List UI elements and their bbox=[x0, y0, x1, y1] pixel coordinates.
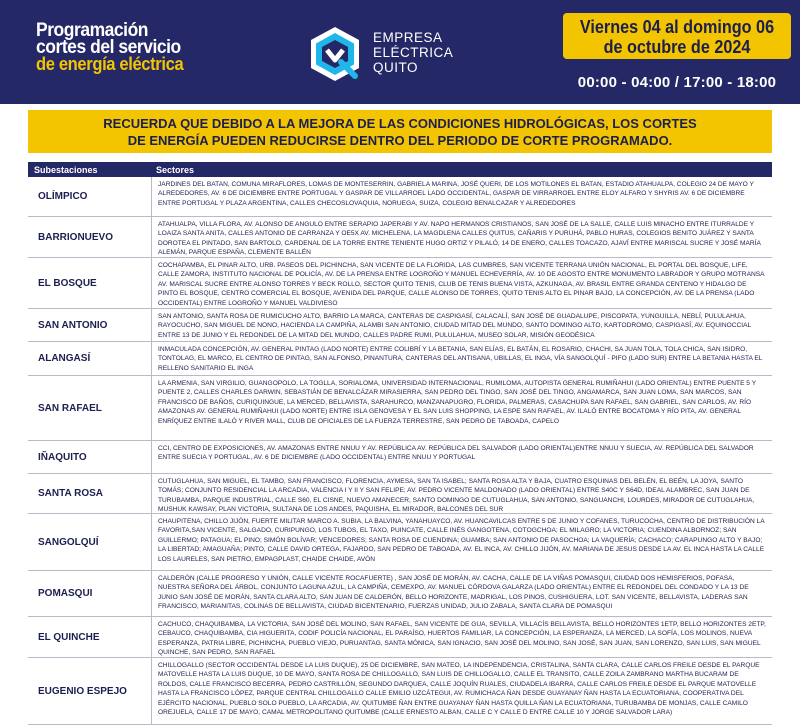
header-title bbox=[36, 22, 196, 73]
date-line-1: Viernes 04 al domingo 06 bbox=[579, 17, 775, 37]
sectors-text: COCHAPAMBA, EL PINAR ALTO, URB. PASEOS DEL PICHINCHA, SAN VICENTE DE LA FLORIDA, LAS CUMBRES, SAN VICENTE TERRANA UNIÓN NACIONAL, EL PORTAL DEL BOSQUE, LIFE, CALLE ZAMORA, INSTITUTO NACIONAL DE POLICÍA, AV. DE LA PRENSA ENTRE LOGROÑO Y MANUEL ECHEVERRÍA, AV. 10 DE AGOSTO ENTRE MONUMENTO LABRADOR Y GRUPO MOTRANSA AV. MARISCAL SUCRE ENTRE ALONSO TORRES Y BECK ROLLO, SECTOR QUITO TENIS, CLUB DE TENIS BUENA VISTA, AZKUNAGA, AV. BRASIL ENTRE GRANDA CENTENO Y HIDALGO DE PINTO EL BOSQUE, CENTRO COMERCIAL EL BOSQUE, AVENIDA DEL PARQUE, CALLE ALONSO DE TORRES, QUITO TENIS ALTO EL PINAR BAJO, LA CONCEPCIÓN, AV. DE LA PRENSA (LADO OCCIDENTAL) ENTRE LOGROÑO Y MANUEL VALDIVIESO bbox=[158, 262, 765, 307]
substation-name: ALANGASÍ bbox=[28, 342, 152, 375]
substation-name: EUGENIO ESPEJO bbox=[28, 658, 152, 724]
table-row bbox=[28, 514, 772, 571]
sectors-text: JARDINES DEL BATAN, COMUNA MIRAFLORES, LOMAS DE MONTESERRIN, GABRIELA MARINA, JOSÉ QUERI, DE LOS MOTILONES EL BATAN, ESTADIO ATAHUALPA, COLEGIO 24 DE MAYO Y ALREDEDORES, AV. 6 DE DICIEMBRE ENTRE PORTUGAL Y GASPAR DE VILLARROEL LADO OCCIDENTAL, GASPAR DE VIRRARROEL ENTRE ELOY ALFARO Y SHYRIS AV. 6 DE DICIEMBRE ENTRE PORTUGAL Y PLAZA ARGENTINA, CALLES CHECOSLOVAQUIA, NORUEGA, SUIZA, COLEGIO BENALCAZAR Y ALREDEDORES bbox=[158, 181, 754, 207]
table-row bbox=[28, 658, 772, 725]
table-row bbox=[28, 441, 772, 474]
table-row bbox=[28, 376, 772, 441]
notice-line-2: DE ENERGÍA PUEDEN REDUCIRSE DENTRO DEL PERIODO DE CORTE PROGRAMADO. bbox=[127, 133, 673, 148]
eeq-logo-icon bbox=[305, 24, 365, 84]
substation-name: OLÍMPICO bbox=[28, 177, 152, 216]
title-line-2: cortes del servicio bbox=[36, 37, 181, 58]
substation-name: SAN ANTONIO bbox=[28, 309, 152, 341]
logo-line-2: ELÉCTRICA bbox=[373, 45, 454, 60]
substation-name: SANTA ROSA bbox=[28, 474, 152, 513]
logo-line-3: QUITO bbox=[373, 60, 419, 75]
title-line-3: de energía eléctrica bbox=[36, 54, 184, 74]
table-row bbox=[28, 474, 772, 514]
outage-table bbox=[28, 162, 772, 725]
table-row bbox=[28, 342, 772, 376]
sectors-text: CALDERÓN (CALLE PROGRESO Y UNIÓN, CALLE VICENTE ROCAFUERTE) , SAN JOSÉ DE MORÁN, AV. CACHA, CALLE DE LA VIÑAS POMASQUI, CIUDAD DOS HEMISFERIOS, POFASA, NUESTRA SEÑORA DEL ÁRBOL, CONJUNTO LAGUNA AZUL, LA CAMPIÑA, CEMEXPO, AV. MANUEL CÓRDOVA GALARZA (LADO ORIENTAL) ENTRE EL REDONDEL DEL CONDADO Y LA 13 DE JUNIO SAN JOSÉ DE MORÁN, SANTA CLARA ALTO, SAN JUAN DE CALDERÓN, BELLO HORIZONTE, MADRIGAL, LOS PINOS, CUSHIGUERA, LOT. SAN VICENTE, BELLAVISTA, LADERAS SAN FRANCISCO, MARIANITAS, COLINAS DE BELLAVISTA, CIUDAD BICENTENARIO, FUERZAS UNIDAD, JULIO ZABALA, SANTA CLARA DE POMASQUI bbox=[158, 575, 749, 611]
sectors-text: CHAUPITENA, CHILLO JIJÓN, FUERTE MILITAR MARCO A. SUBIA, LA BALVINA, YANAHUAYCO, AV. HUANCAVILCAS ENTRE 5 DE JUNIO Y COFANES, TURUCOCHA, CENTRO DE DISTRIBUCIÓN LA FAVORITA,SAN VICENTE, SALGADO, CURIPUNGO, LOS TUBOS, EL TAXO, PUINCATE, CALLE INÉS GANGOTENA, COTOGCHOA; EL MILAGRO; LA VICTORIA; CUENDINA ALBORNOZ; SAN GUILLERMO; PATAGUA; EL PINO; SIMÓN BOLÍVAR; VENCEDORES; SANTA ROSA DE CUENDINA; GUAMBA; SAN ANTONIO DE PASOCHOA; LA VAQUERÍA; CACHACO; CARAPUNGO ALTO Y BAJO; LA LIBERTAD; AMAGUAÑA; PINTO, CALLE DAVID ORTEGA, FAJARDO, SAN PEDRO DE TABOADA, AV. EL INCA, AV. CHILLO JIJÓN, AV. MARIANA DE JESUS DESDE LA AV. EL INCA HASTA LA CALLE LOS LAURELES, SAN PIETRO, EMPAGPLAST, CHAIDE CHAIDE, AVÓN bbox=[158, 518, 765, 563]
substation-name: EL QUINCHE bbox=[28, 617, 152, 657]
title-line-1: Programación bbox=[36, 20, 149, 41]
substation-name: POMASQUI bbox=[28, 571, 152, 616]
substation-name: BARRIONUEVO bbox=[28, 217, 152, 257]
table-row bbox=[28, 258, 772, 309]
substation-name: SAN RAFAEL bbox=[28, 376, 152, 440]
sectors-text: CHILLOGALLO (SECTOR OCCIDENTAL DESDE LA LUIS DUQUE), 25 DE DICIEMBRE, SAN MATEO, LA INDEPENDENCIA, CRISTALINA, SANTA CLARA, CALLE CARLOS FREILE DESDE EL PARQUE MATOVELLE HASTA LA LUIS DUQUE, 10 DE MAYO, SANTA ROSA DE CHILLOGALLO, SAN LUIS DE CHILLOGALLO, CALLE EL TRANSITO, CALLE ZOILA ZAMBRANO MARTHA BUCARAM DE ROLDOS, CALLE FRANCISCO BECERRA, PEDRO CASTRILLÓN, SEGUNDO DARQUEA, CALLE JOQUÍN RUALES, CIUDADELA IBARRA, CALLE CARLOS FREILE DESDE EL PARQUE MATOVELLE HASTA LA FRANCISCO LÓPEZ, PARQUE CENTRAL CHILLOGALLO CALLE EMILIO UZCÁTEGUI, AV. RUMICHACA ÑAN DESDE GUAYANAY ÑAN HASTA LA ECUATORIANA, COOPERATIVA DEL EJÉRCITO NACIONAL, PUEBLO SOLO PUEBLO, LA ARCADIA, AV. QUITUMBE ÑAN ENTRE GUAYANAY ÑAN HASTA QUILLA ÑAN LA ECUATORIANA, TURUBAMBA DE MONJAS, CALLE CAMILO OREJUELA, CALLE 17 DE MAYO, CAMAL METROPOLITANO QUITUMBE (CALLE ERNESTO ALBAN, CALLE C Y CALLE D ENTRE CALLE 10 Y JORGE SALVADOR LARA) bbox=[158, 662, 760, 717]
logo-wordmark bbox=[373, 30, 453, 75]
header-sectors: Sectores bbox=[156, 164, 195, 175]
sectors-text: ATAHUALPA, VILLA FLORA, AV. ALONSO DE ANGULO ENTRE SERAPIO JAPERABI Y AV. NAPO HERMANOS CRISTIANOS, SAN JOSÉ DE LA SALLE, CALLE LUIS MINACHO ENTRE ITURRALDE Y LOAIZA SANTA ANITA, CALLES ANTONIO DE CARRANZA Y OE5X AV. MICHELENA, LA MAGDLENA CALLES QUITUS, CAÑARIS Y PURUHÁ, PABLO HURAS, COLEGIOS BENITO JUÁREZ Y SANTA DOROTEA EL PINTADO, SAN BARTOLO, CARDENAL DE LA TORRE ENTRE TENIENTE HUGO ORTIZ Y PILALÓ, 14 DE ENERO, CALLES TOACAZO, AJAVÍ ENTRE MARISCAL SUCRE Y JOSÉ MARÍA ALEMÁN, PARQUE ESPAÑA, CLEMENTE BALLÉN bbox=[158, 221, 761, 257]
substation-name: EL BOSQUE bbox=[28, 258, 152, 308]
date-range-box bbox=[563, 13, 791, 59]
outage-hours: 00:00 - 04:00 / 17:00 - 18:00 bbox=[577, 74, 777, 91]
logo-line-1: EMPRESA bbox=[373, 30, 443, 45]
header-banner bbox=[0, 0, 800, 104]
notice-banner bbox=[28, 110, 772, 153]
table-row bbox=[28, 571, 772, 617]
date-line-2: de octubre de 2024 bbox=[603, 37, 751, 57]
notice-line-1: RECUERDA QUE DEBIDO A LA MEJORA DE LAS CONDICIONES HIDROLÓGICAS, LOS CORTES bbox=[103, 116, 697, 131]
table-row bbox=[28, 309, 772, 342]
substation-name: IÑAQUITO bbox=[28, 441, 152, 473]
table-row bbox=[28, 177, 772, 217]
sectors-text: SAN ANTONIO, SANTA ROSA DE RUMICUCHO ALTO, BARRIO LA MARCA, CANTERAS DE CASPIGASÍ, CALACALÍ, SAN JOSÉ DE GUADALUPE, PISCOPATA, YUNGUILLA, NEBLÍ, PULULAHUA, RAYOCUCHO, SAN MIGUEL DE NONO, HACIENDA LA CAMPIÑA, ALAMBI SAN ANTONIO, CIUDAD MITAD DEL MUNDO, SANTO DOMINGO ALTO, KARTODROMO, CASPIGASÍ, AV. EQUINOCCIAL ENTRE 13 DE JUNIO Y EL REDONDEL DE LA MITAD DEL MUNDO, CALLES PADRE RUMI, PULULAHUA, MUSEO SOLAR, MISIÓN GEODÉSICA bbox=[158, 313, 751, 339]
sectors-text: CUTUGLAHUA, SAN MIGUEL, EL TAMBO, SAN FRANCISCO, FLORENCIA, AYMESA, SAN TA ISABEL; SANTA ROSA ALTA Y BAJA, CUATRO ESQUINAS DEL BELÉN, EL BEÉN, LA JOYA, SANTO TOMÁS; CONJUNTO RESIDENCIAL LA ARCADIA, VALENCIA I Y II Y SAN FELIPE; AV. PEDRO VICENTE MALDONADO (LADO ORIENTAL) ENTRE S40C Y S64D, IDEAL ALAMBREC, SAN JUAN DE TURUBAMBA, PARQUE INDUSTRIAL, CALLE S60, EL CISNE, NUEVO AMANECER, SANTO DOMINGO DE CUTUGLAHUA, SAN ANTONIO, SANGUANCHI, LOURDES, MIRADOR DE CUTUGLAHUA, MUSHUK KAWSAY, PLAN VICTORIA, SULTANA DE LOS ANDES, PAQUISHA, EL MIRADOR, BALCONES DEL SUR bbox=[158, 478, 755, 513]
substation-name: SANGOLQUÍ bbox=[28, 514, 152, 570]
sectors-text: CCI, CENTRO DE EXPOSICIONES, AV. AMAZONAS ENTRE NNUU Y AV. REPÚBLICA AV. REPÚBLICA DEL SALVADOR (LADO ORIENTAL)ENTRE NNUU Y SUECIA, AV. REPÚBLICA DEL SALVADOR ENTRE SUECIA Y PORTUGAL, AV. 6 DE DICIEMBRE (LADO OCCIDENTAL) ENTRE NNUU Y PORTUGAL bbox=[158, 445, 754, 462]
sectors-text: CACHUCO, CHAQUIBAMBA, LA VICTORIA, SAN JOSÉ DEL MOLINO, SAN RAFAEL, SAN VICENTE DE GUA, SEVILLA, VILLACÍS BELLAVISTA, BELLO HORIZONTES 1ETP, BELLO HORIZONTES 2ETP, CEBAUCO, CHAQUIBAMBA, CIA HIGUERITA, CODIF POLICÍA NACIONAL, EL PARAÍSO, HUERTOS FAMILIAR, LA CONCEPCIÓN, LA ESPERANZA, LA MERCED, LA SOFÍA, LOS MOLINOS, NUEVA ESPERANZA, PATRIA LIBRE, PICHINCHA, PUEBLO VIEJO, PURUANTAG, SANTA MÓNICA, SAN IGNACIO, SAN JOSÉ DEL MOLINO, SAN JOSÉ, SAN JUAN, SAN LORENZO, SAN LUIS, SAN MIGUEL QUINCHE, SAN PEDRO, SAN RAFAEL bbox=[158, 621, 766, 657]
table-row bbox=[28, 617, 772, 658]
sectors-text: INMACULADA CONCEPCIÓN, AV. GENERAL PINTAG (LADO NORTE) ENTRE COLIBRÍ Y LA BETANIA, SAN ELÍAS, EL BATÁN, EL ROSARIO, CHACHI, SA JUAN TOLA, TOLA CHICA, SAN ISIDRO, TONTOLAG, EL MARCO, EL CENTRO DE PINTAG, SAN ALFONSO, PINANTURA, CANTERAS DEL ANTISANA, UBILLAS, EL INGA, VÍA SANGOLQUÍ - PIFO (LADO SUR) ENTRE LA BETANIA HASTA EL RELLENO SANITARIO EL INGA bbox=[158, 346, 763, 372]
table-header bbox=[28, 162, 772, 177]
sectors-text: LA ARMENIA, SAN VIRGILIO, GUANGOPOLO, LA TOGLLA, SORIALOMA, UNIVERSIDAD INTERNACIONAL, RUMILOMA, AUTOPISTA GENERAL RUMIÑAHUI (LADO ORIENTAL) ENTRE PUENTE 5 Y PUENTE 2, CALLES CHARLES DARWIN, SEBASTIÁN DE BENALCÁZAR MIRASIERRA, SAN PEDRO DEL TINGO, SAN JOSÉ DEL TINGO, ANGAMARCA, SAN JUAN LOMA, SAN MARCOS, SAN FRANCISCO DE BAÑOS, CURIQUINGUE, LA MERCED, BELLAVISTA, SARAHURCO, MANZANAPUGRO, FLORIDA, PALMERAS, CASACHUPA SAN RAFAEL, SAN GABRIEL, SAN CARLOS, AV. RÍO AMAZONAS AV. GENERAL RUMIÑAHUI (LADO NORTE) ENTRE ISLA GENOVESA Y EL SAN LUIS SHOPPING, LA ESPE SAN RAFAEL, AV. ILALÓ ENTRE BOCATOMA Y RÍO PITA, AV. GENERAL ENRÍQUEZ ENTRE ILALÓ Y RIVER MALL, CLUB DE OFICIALES DE LA FUERZA TERRESTRE, SAN PEDRO DE TABOADA, CAPELO bbox=[158, 380, 756, 425]
header-substations: Subestaciones bbox=[34, 164, 98, 175]
table-row bbox=[28, 217, 772, 258]
